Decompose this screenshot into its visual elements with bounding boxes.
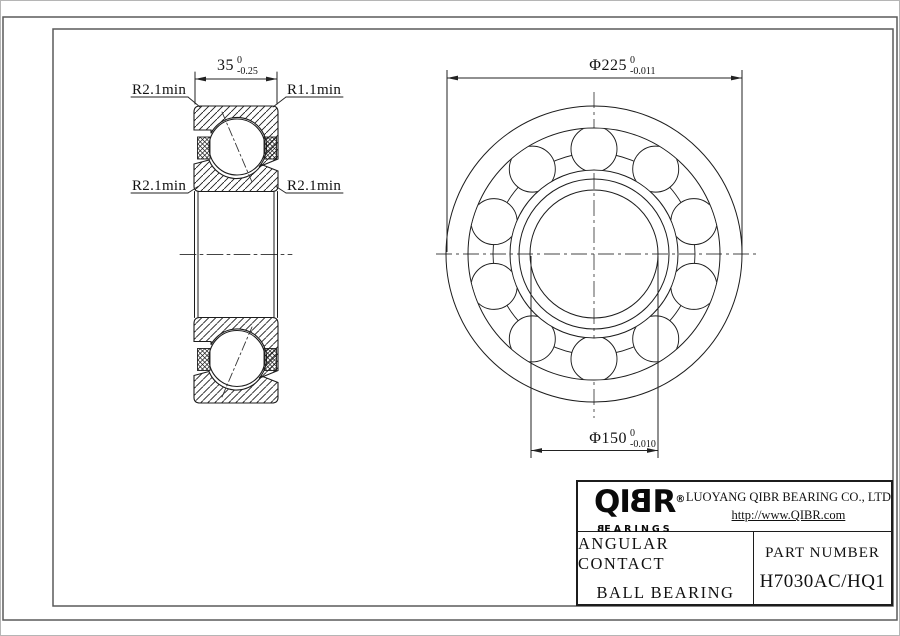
title-block: [576, 480, 893, 606]
dim-width-tol-lower: -0.25: [237, 66, 258, 77]
section-top-half: [194, 106, 278, 192]
logo-subtext: BEARINGS: [594, 524, 673, 535]
dim-width-value: 35: [217, 57, 234, 74]
part-number-cell: [754, 532, 891, 605]
part-number-label: PART NUMBER: [765, 544, 880, 561]
ball: [571, 126, 617, 172]
title-block-header-row: [578, 482, 891, 535]
company-logo: [578, 482, 686, 535]
dim-width-tol-upper: 0: [237, 55, 242, 66]
dim-outer-tol-upper: 0: [630, 55, 635, 66]
product-name-line2: BALL BEARING: [596, 583, 735, 602]
ball: [571, 336, 617, 382]
product-name-line1: ANGULAR CONTACT: [578, 534, 670, 573]
cage-section-right: [264, 137, 277, 159]
label-radius-top-right: R1.1min: [287, 82, 342, 98]
dim-bore-tol-lower: -0.010: [630, 439, 656, 450]
label-radius-top-left: R2.1min: [132, 82, 187, 98]
logo-wordmark: QIBR: [594, 484, 676, 520]
company-website-link[interactable]: http://www.QIBR.com: [731, 508, 846, 522]
dim-outer-tol-lower: -0.011: [630, 66, 656, 77]
title-block-detail-row: [578, 532, 891, 605]
company-info: [686, 482, 891, 531]
part-number-value: H7030AC/HQ1: [759, 570, 886, 592]
registered-trademark-icon: ®: [675, 494, 686, 505]
label-radius-mid-right: R2.1min: [287, 178, 342, 194]
company-name: LUOYANG QIBR BEARING CO., LTD: [685, 490, 891, 504]
section-bottom-half: [194, 318, 278, 404]
dim-bore-value: Φ150: [589, 430, 627, 447]
product-name-cell: [578, 532, 754, 605]
label-radius-mid-left: R2.1min: [132, 178, 187, 194]
cage-section-left: [198, 137, 211, 159]
dim-outer-value: Φ225: [589, 57, 627, 74]
dim-bore-tol-upper: 0: [630, 428, 635, 439]
